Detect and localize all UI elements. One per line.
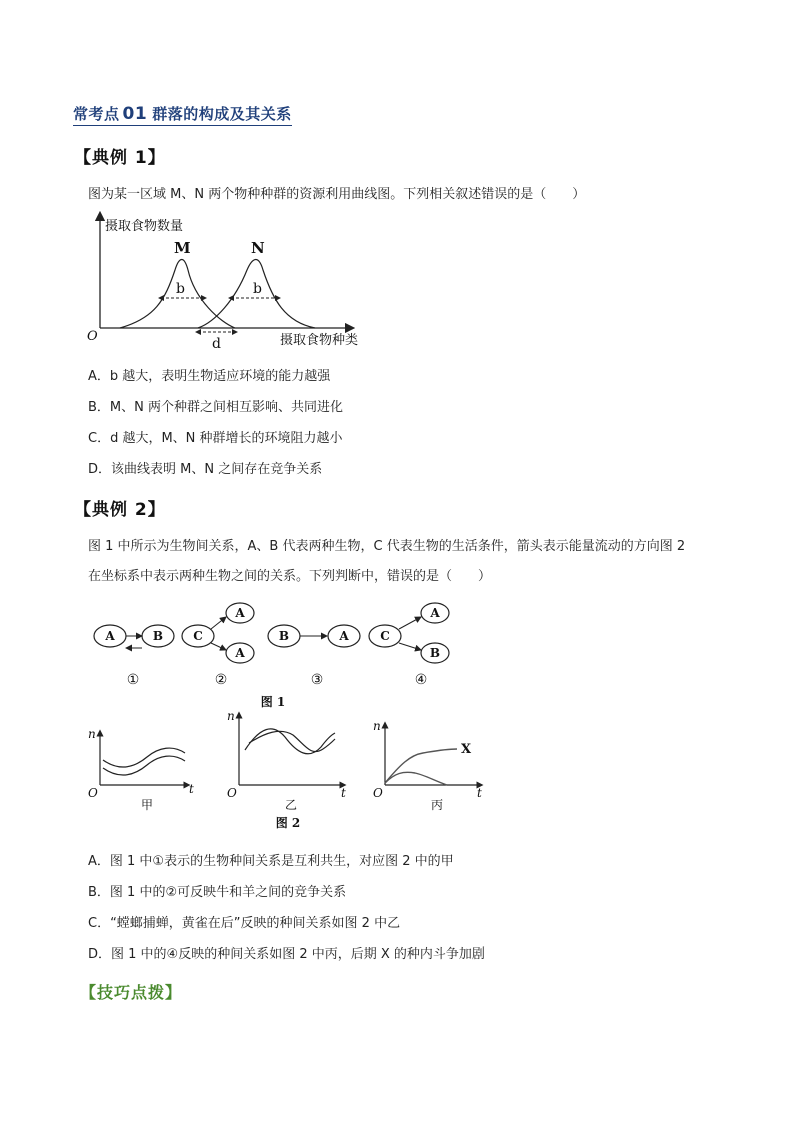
- example2-question-line1: 图 1 中所示为生物间关系，A、B 代表两种生物，C 代表生物的生活条件，箭头表示能量流动的方向图 2: [88, 539, 686, 554]
- curve-m-label: M: [174, 239, 191, 257]
- fig2-yi-xlabel: t: [341, 786, 346, 800]
- fig1-3-node-b-label: B: [278, 629, 290, 643]
- fig1-1-node-b-label: B: [152, 629, 164, 643]
- fig1-4-node-b-label: B: [429, 646, 441, 660]
- figure2-population-curves: [85, 705, 490, 835]
- example2-question-line2: 在坐标系中表示两种生物之间的关系。下列判断中，错误的是（ ）: [88, 569, 492, 584]
- y-axis-label: 摄取食物数量: [105, 219, 184, 234]
- fig1-2-node-a-bottom-label: A: [235, 646, 245, 660]
- fig2-panel-yi: [227, 709, 346, 812]
- fig1-caption: 图 1: [260, 695, 286, 709]
- curve-n-label: N: [251, 239, 265, 257]
- fig2-label-yi: 乙: [284, 798, 298, 812]
- fig1-4-arrow-b: [399, 643, 421, 650]
- width-b-m-label: b: [176, 281, 185, 297]
- tips-heading: 【技巧点拨】: [80, 983, 183, 1002]
- fig1-2-node-c-label: C: [193, 629, 203, 643]
- fig2-jia-origin: O: [88, 786, 98, 800]
- fig2-bing-ylabel: n: [373, 719, 381, 733]
- width-b-n-label: b: [253, 281, 262, 297]
- fig2-label-jia: 甲: [140, 798, 154, 812]
- fig1-2-node-a-top-label: A: [235, 606, 245, 620]
- example2-option-a[interactable]: A．图 1 中①表示的生物种间关系是互利共生，对应图 2 中的甲: [88, 854, 454, 869]
- overlap-d-label: d: [212, 336, 221, 352]
- origin-label: O: [87, 329, 98, 344]
- fig1-label-2: ②: [214, 672, 228, 688]
- fig1-label-1: ①: [126, 672, 140, 688]
- example1-option-c[interactable]: C．d 越大，M、N 种群增长的环境阻力越小: [88, 431, 343, 446]
- fig2-yi-origin: O: [227, 786, 237, 800]
- fig1-2-arrow-bottom: [211, 643, 226, 650]
- resource-utilization-figure: [85, 210, 385, 355]
- example1-heading: 【典例 1】: [74, 148, 166, 168]
- section-title: [73, 103, 292, 126]
- fig1-1-node-a-label: A: [105, 629, 115, 643]
- fig2-label-bing: 丙: [430, 798, 444, 812]
- fig2-caption: 图 2: [275, 816, 301, 830]
- fig2-bing-xlabel: t: [477, 786, 482, 800]
- fig1-label-3: ③: [310, 672, 324, 688]
- section-label: 常考点: [73, 105, 120, 123]
- fig1-4-node-c-label: C: [380, 629, 390, 643]
- x-axis-label: 摄取食物种类: [280, 333, 359, 348]
- section-title-text: 群落的构成及其关系: [152, 105, 292, 123]
- fig2-bing-origin: O: [373, 786, 383, 800]
- fig1-2-arrow-top: [211, 617, 226, 629]
- section-number: 01: [122, 104, 148, 124]
- fig1-4-node-a-label: A: [430, 606, 440, 620]
- example1-option-d[interactable]: D．该曲线表明 M、N 之间存在竞争关系: [88, 462, 323, 477]
- fig2-jia-ylabel: n: [88, 727, 96, 741]
- fig2-panel-bing: [373, 719, 482, 812]
- fig2-series-x-label: X: [461, 742, 472, 757]
- example2-option-c[interactable]: C．“螳螂捕蝉，黄雀在后”反映的种间关系如图 2 中乙: [88, 916, 401, 931]
- fig2-panel-jia: [88, 727, 194, 812]
- fig1-3-node-a-label: A: [339, 629, 349, 643]
- fig2-yi-ylabel: n: [227, 709, 235, 723]
- example1-option-b[interactable]: B．M、N 两个种群之间相互影响、共同进化: [88, 400, 343, 415]
- example2-heading: 【典例 2】: [74, 500, 166, 520]
- example1-option-a[interactable]: A．b 越大，表明生物适应环境的能力越强: [88, 369, 331, 384]
- fig1-label-4: ④: [414, 672, 428, 688]
- fig2-jia-xlabel: t: [189, 782, 194, 796]
- example2-option-d[interactable]: D．图 1 中的④反映的种间关系如图 2 中丙，后期 X 的种内斗争加剧: [88, 947, 485, 962]
- example2-option-b[interactable]: B．图 1 中的②可反映牛和羊之间的竞争关系: [88, 885, 347, 900]
- figure1-relations: [85, 598, 465, 713]
- fig1-4-arrow-a: [399, 617, 421, 629]
- example1-question: 图为某一区域 M、N 两个物种种群的资源利用曲线图。下列相关叙述错误的是（ ）: [88, 187, 586, 202]
